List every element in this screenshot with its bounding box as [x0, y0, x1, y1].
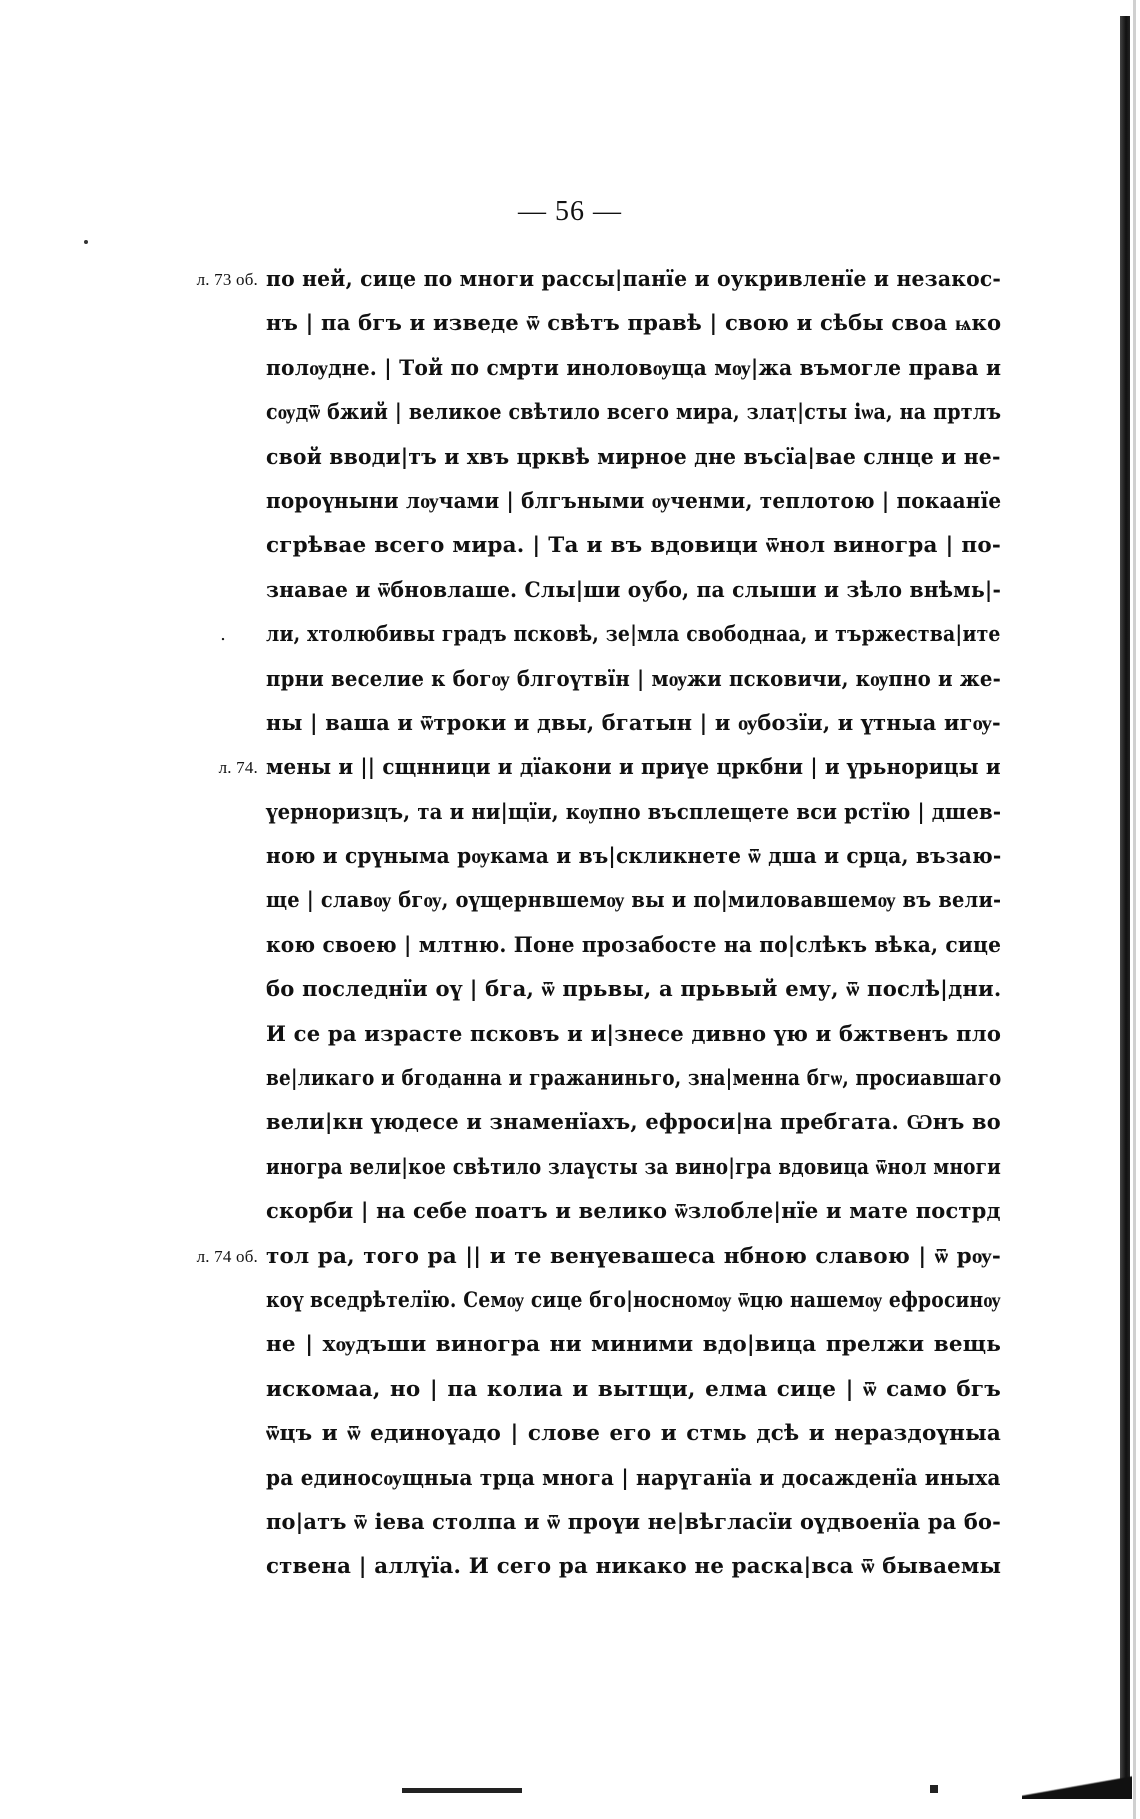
text-line [266, 524, 1001, 568]
line-text: И се ра израсте псковъ и и|знесе дивно үю и бжтвенъ пло [266, 1021, 1002, 1047]
line-text: прни веселие к богѹ блгоүтвїн | мѹжи псковичи, кѹпно и же- [266, 666, 1001, 692]
text-line [266, 1412, 1001, 1456]
page-edge-bar [1120, 16, 1130, 1796]
text-block [196, 258, 1002, 1590]
line-text: ве|ликаго и бгоданна и гражаниньго, зна|менна бгѡ, просиавшаго [266, 1066, 1002, 1092]
line-text: бо последнїи оү | бга, ѿ прьвы, а прьвый ему, ѿ послѣ|дни. [266, 977, 1002, 1003]
line-text: искомаа, но | па колиа и вытщи, елма сице | ѿ само бгъ [266, 1376, 1001, 1402]
line-text: свой вводи|тъ и хвъ црквѣ мирное дне въсїа|вае слнце и не- [266, 444, 1001, 470]
text-line [266, 968, 1001, 1012]
stray-mark [84, 240, 88, 244]
line-text: скорби | на себе поатъ и велико ѿзлобле|нїе и мате пострд [266, 1199, 1001, 1225]
line-text: вели|кн үюдесе и знаменїахъ, ефроси|на пребгата. Ѡнъ во [266, 1110, 1001, 1136]
margin-note: л. 73 об. [196, 270, 258, 289]
text-line [266, 1146, 1001, 1190]
line-text: тол ра, того ра || и те венүевашеса нбною славою | ѿ рѹ- [266, 1243, 1001, 1269]
text-line [220, 613, 1001, 657]
line-text: полѹдне. | Той по смрти иноловѹща мѹ|жа въмогле права и [266, 355, 1002, 381]
line-text: по ней, сице по многи рассы|панїе и оукривленїе и незакос- [266, 267, 1002, 292]
margin-note: л. 74. [218, 758, 258, 778]
text-line [266, 702, 1001, 746]
text-line [266, 1545, 1001, 1589]
bottom-scan-mark [402, 1788, 522, 1793]
line-text: сѹдѿ бжий | великое свѣтило всего мира, злаҭ|сты іѡа, на пртлъ [266, 400, 1002, 426]
margin-note: л. 74 об. [196, 1246, 258, 1266]
line-text: ною и срүныма рѹкама и въ|скликнете ѿ дша и срца, възаю- [266, 844, 1002, 870]
page-edge-shadow [1133, 0, 1136, 1819]
text-line [266, 835, 1001, 879]
text-line [266, 879, 1001, 923]
text-line [196, 258, 1002, 302]
text-line [196, 1235, 1001, 1279]
text-line [266, 1279, 1001, 1323]
text-line [266, 391, 1001, 435]
line-text: сгрѣвае всего мира. | Та и въ вдовици ѿнол виногра | по- [266, 533, 1001, 559]
line-text: пороүныни лѹчами | блгъными ѹченми, теплотою | покаанїе [266, 488, 1002, 514]
text-line [266, 1101, 1001, 1145]
line-text: знавае и ѿбновлаше. Слы|ши оубо, па слыши и зѣло внѣмь|- [266, 577, 1002, 603]
bottom-scan-dot [930, 1785, 938, 1793]
page-corner-mark [1022, 1773, 1132, 1799]
text-line [266, 436, 1001, 480]
text-line [266, 1368, 1001, 1412]
text-line [218, 746, 1001, 790]
line-text: коү вседрѣтелїю. Семѹ сице бго|носномѹ ѿцю нашемѹ ефросинѹ [266, 1287, 1001, 1313]
text-line [266, 1013, 1001, 1057]
line-text: не | хѹдъши виногра ни миними вдо|вица прелжи вещь [266, 1332, 1001, 1358]
text-line [266, 480, 1001, 524]
line-text: ствена | аллүїа. И сего ра никако не раска|вса ѿ бываемы [266, 1554, 1002, 1580]
text-line [266, 347, 1001, 391]
line-text: ра единосѹщныа трца многа | нарүганїа и досажденїа иныха [266, 1465, 1001, 1491]
text-line [266, 1057, 1001, 1101]
line-text: кою своею | млтню. Поне прозабосте на по|слѣкъ вѣка, сице [266, 932, 1002, 958]
text-line [266, 658, 1001, 702]
text-line [266, 302, 1001, 346]
text-line [266, 1190, 1001, 1234]
line-text: ще | славѹ бгѹ, оүщернвшемѹ вы и по|миловавшемѹ въ вели- [266, 888, 1002, 914]
line-text: ѿцъ и ѿ единоүадо | слове его и стмь дсѣ и нераздоүныа [266, 1421, 1001, 1447]
line-text: ли, хтолюбивы градъ псковѣ, зе|мла свободнаа, и тържества|ите [266, 622, 1001, 648]
page-number: — 56 — [518, 196, 622, 227]
text-line [266, 1323, 1001, 1367]
text-line [266, 1501, 1001, 1545]
line-text: ны | ваша и ѿтроки и двы, бгатын | и ѹбозїи, и үтныа игѹ- [266, 710, 1001, 736]
text-line [266, 791, 1001, 835]
line-text: үерноризцъ, та и ни|щїи, кѹпно въсплещете вси рстїю | дшев- [266, 799, 1002, 825]
line-text: иногра вели|кое свѣтило злаүсты за вино|гра вдовица ѿнол многи [266, 1154, 1002, 1180]
margin-dot: . [220, 624, 226, 646]
text-line [266, 924, 1001, 968]
line-text: нъ | па бгъ и изведе ѿ свѣтъ правѣ | свою и сѣбы своа ѩко [266, 311, 1002, 337]
text-line [266, 1457, 1001, 1501]
line-text: мены и || сщнници и дїакони и приүе цркбни | и үрьнорицы и [266, 755, 1001, 781]
line-text: по|атъ ѿ іева столпа и ѿ проүи не|вѣгласїи оүдвоенїа ра бо- [266, 1509, 1001, 1535]
text-line [266, 569, 1001, 613]
